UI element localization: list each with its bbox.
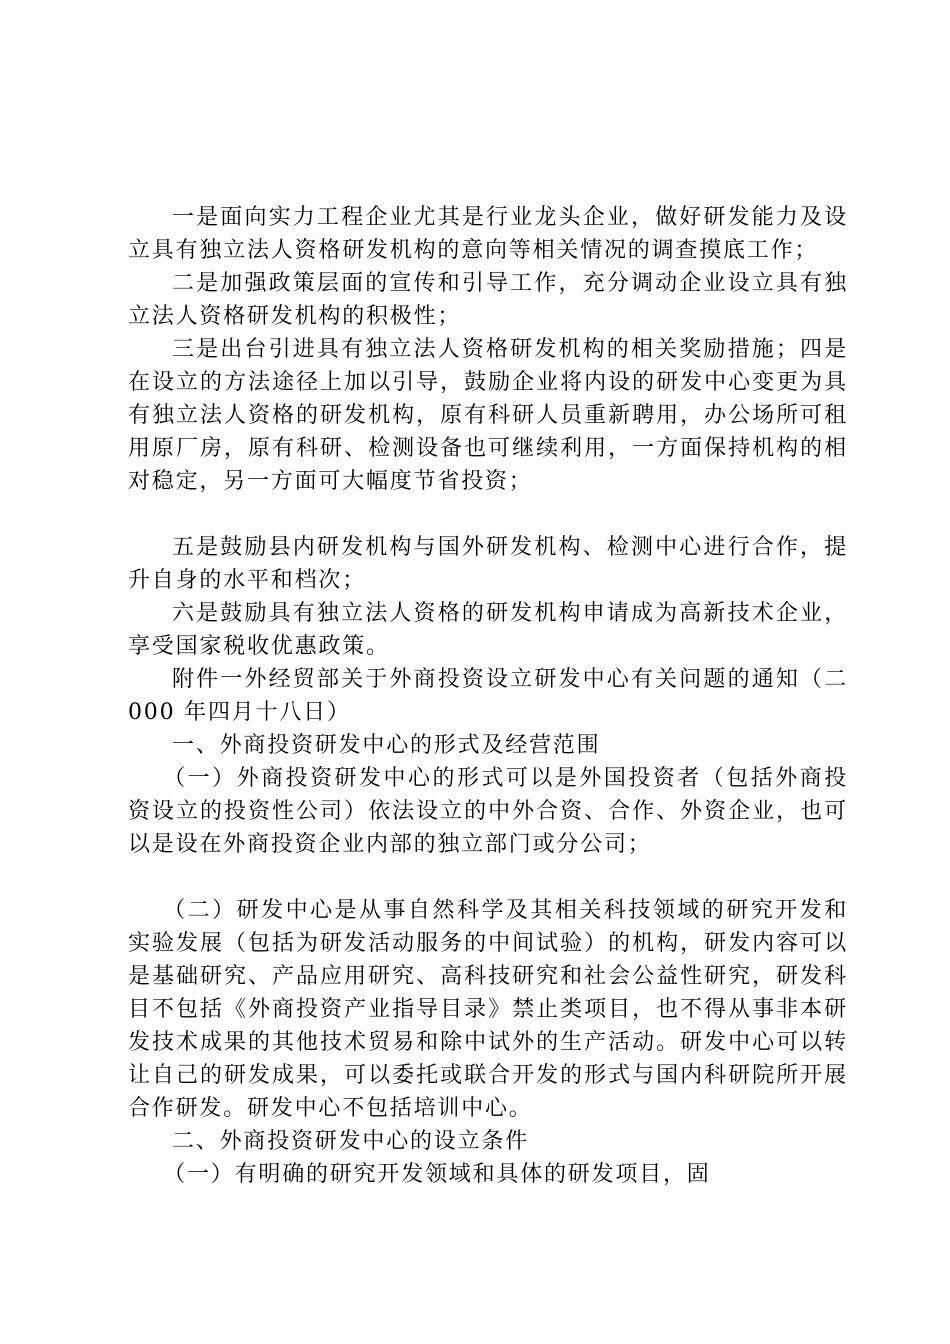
paragraph-measure-6: 六是鼓励具有独立法人资格的研发机构申请成为高新技术企业，享受国家税收优惠政策。 xyxy=(128,601,848,659)
paragraph-attachment-title: 附件一外经贸部关于外商投资设立研发中心有关问题的通知（二 000 年四月十八日） xyxy=(128,667,848,725)
paragraph-section-1-item-1: （一）外商投资研发中心的形式可以是外国投资者（包括外商投资设立的投资性公司）依法设立的中外合资、合作、外资企业，也可以是设在外商投资企业内部的独立部门或分公司； xyxy=(128,766,848,857)
paragraph-measure-2: 二是加强政策层面的宣传和引导工作，充分调动企业设立具有独立法人资格研发机构的积极性； xyxy=(128,271,848,329)
paragraph-measure-5: 五是鼓励县内研发机构与国外研发机构、检测中心进行合作，提升自身的水平和档次； xyxy=(128,535,848,593)
section-heading-1: 一、外商投资研发中心的形式及经营范围 xyxy=(172,733,601,758)
paragraph-section-2-item-1: （一）有明确的研究开发领域和具体的研发项目，固 xyxy=(163,1162,711,1187)
paragraph-measure-3-4: 三是出台引进具有独立法人资格研发机构的相关奖励措施；四是在设立的方法途径上加以引导，鼓励企业将内设的研发中心变更为具有独立法人资格的研发机构，原有科研人员重新聘用，办公场所可租用原厂房，原有科研、检测设备也可继续利用，一方面保持机构的相对稳定，另一方面可大幅度节省投资； xyxy=(128,337,848,494)
document-body xyxy=(128,201,848,1191)
paragraph-section-1-item-2: （二）研发中心是从事自然科学及其相关科技领域的研究开发和实验发展（包括为研发活动服务的中间试验）的机构，研发内容可以是基础研究、产品应用研究、高科技研究和社会公益性研究，研发科目不包括《外商投资产业指导目录》禁止类项目，也不得从事非本研发技术成果的其他技术贸易和除中试外的生产活动。研发中心可以转让自己的研发成果，可以委托或联合开发的形式与国内科研院所开展合作研发。研发中心不包括培训中心。 xyxy=(128,898,848,1121)
section-heading-2: 二、外商投资研发中心的设立条件 xyxy=(172,1129,530,1154)
paragraph-measure-1: 一是面向实力工程企业尤其是行业龙头企业，做好研发能力及设立具有独立法人资格研发机构的意向等相关情况的调查摸底工作； xyxy=(128,205,848,263)
